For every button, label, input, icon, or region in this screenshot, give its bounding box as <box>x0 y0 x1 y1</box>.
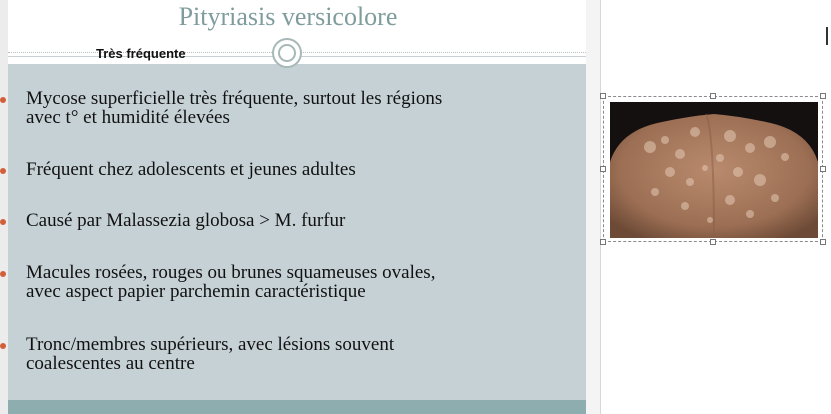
side-panel-label[interactable]: Très fréquente <box>96 46 186 61</box>
bullet-text-line: avec t° et humidité élevées <box>26 107 230 128</box>
slide-title[interactable]: Pityriasis versicolore <box>178 2 398 31</box>
circle-ornament-icon <box>272 38 302 68</box>
resize-handle[interactable] <box>600 239 606 245</box>
resize-handle[interactable] <box>820 166 826 172</box>
bullet-text-line: Tronc/membres supérieurs, avec lésions souvent <box>26 334 395 355</box>
resize-handle[interactable] <box>820 93 826 99</box>
resize-handle[interactable] <box>600 93 606 99</box>
bullet-text-line: avec aspect papier parchemin caractéristique <box>26 281 366 302</box>
bullet-dot-icon <box>0 343 6 349</box>
bullet-dot-icon <box>0 219 6 225</box>
bullet-text-line: Macules rosées, rouges ou brunes squameuses ovales, <box>26 262 436 283</box>
bullet-text-line: Mycose superficielle très fréquente, surtout les régions <box>26 88 443 109</box>
bullet-item[interactable] <box>26 263 566 301</box>
clinical-photo-back[interactable] <box>610 102 818 238</box>
footer-band <box>8 400 586 414</box>
bullet-dot-icon <box>0 97 6 103</box>
bullet-text-line: Causé par Malassezia globosa > M. furfur <box>26 210 346 231</box>
bullet-item[interactable] <box>26 211 566 230</box>
bullet-dot-icon <box>0 168 6 174</box>
bullet-text-line: coalescentes au centre <box>26 353 195 374</box>
resize-handle[interactable] <box>710 239 716 245</box>
left-scroll-stub <box>0 0 8 414</box>
resize-handle[interactable] <box>820 239 826 245</box>
text-cursor <box>826 27 828 45</box>
resize-handle[interactable] <box>600 166 606 172</box>
bullet-dot-icon <box>0 271 6 277</box>
slide-canvas[interactable] <box>8 0 586 414</box>
bullet-item[interactable] <box>26 89 566 127</box>
bullet-item[interactable] <box>26 335 566 373</box>
skin-lesion-image <box>610 102 818 238</box>
bullet-text-line: Fréquent chez adolescents et jeunes adultes <box>26 159 356 180</box>
resize-handle[interactable] <box>710 93 716 99</box>
bullet-item[interactable] <box>26 160 566 179</box>
